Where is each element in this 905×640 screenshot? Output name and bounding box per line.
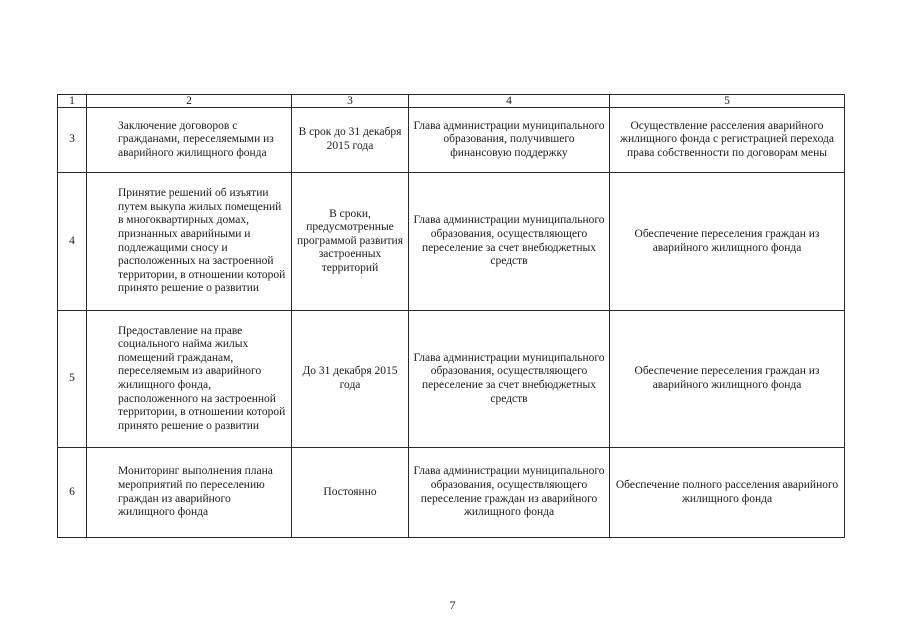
header-col-2: 2 [87, 95, 292, 108]
row-action: Предоставление на праве социального найма жилых помещений гражданам, переселяемым из аварийного жилищного фонда, расположенного на застроенной территории, в отношении которой принято решение о развитии [87, 311, 292, 448]
row-result: Обеспечение переселения граждан из аварийного жилищного фонда [610, 173, 845, 311]
row-action: Принятие решений об изъятии путем выкупа жилых помещений в многоквартирных домах, признанных аварийными и подлежащими сносу и расположенных на застроенной территории, в отношении которой принято решение о развитии [87, 173, 292, 311]
row-action: Заключение договоров с гражданами, переселяемыми из аварийного жилищного фонда [87, 108, 292, 173]
page-number: 7 [449, 598, 456, 612]
row-action: Мониторинг выполнения плана мероприятий по переселению граждан из аварийного жилищного фонда [87, 448, 292, 538]
row-responsible: Глава администрации муниципального образования, получившего финансовую поддержку [409, 108, 610, 173]
row-term: До 31 декабря 2015 года [292, 311, 409, 448]
table-row [58, 311, 845, 448]
row-result: Обеспечение полного расселения аварийного жилищного фонда [610, 448, 845, 538]
row-number: 5 [58, 311, 87, 448]
row-responsible: Глава администрации муниципального образования, осуществляющего переселение за счет внебюджетных средств [409, 311, 610, 448]
row-result: Осуществление расселения аварийного жилищного фонда с регистрацией перехода права собственности по договорам мены [610, 108, 845, 173]
header-col-5: 5 [610, 95, 845, 108]
row-term: В срок до 31 декабря 2015 года [292, 108, 409, 173]
row-term: Постоянно [292, 448, 409, 538]
table-row [58, 108, 845, 173]
row-responsible: Глава администрации муниципального образования, осуществляющего переселение граждан из аварийного жилищного фонда [409, 448, 610, 538]
row-term: В сроки, предусмотренные программой развития застроенных территорий [292, 173, 409, 311]
table-row [58, 173, 845, 311]
row-responsible: Глава администрации муниципального образования, осуществляющего переселение за счет внебюджетных средств [409, 173, 610, 311]
row-number: 3 [58, 108, 87, 173]
row-number: 6 [58, 448, 87, 538]
header-col-3: 3 [292, 95, 409, 108]
row-number: 4 [58, 173, 87, 311]
table-row [58, 448, 845, 538]
measures-table [57, 94, 845, 538]
row-result: Обеспечение переселения граждан из аварийного жилищного фонда [610, 311, 845, 448]
header-col-4: 4 [409, 95, 610, 108]
table-header-row [58, 95, 845, 108]
header-col-1: 1 [58, 95, 87, 108]
